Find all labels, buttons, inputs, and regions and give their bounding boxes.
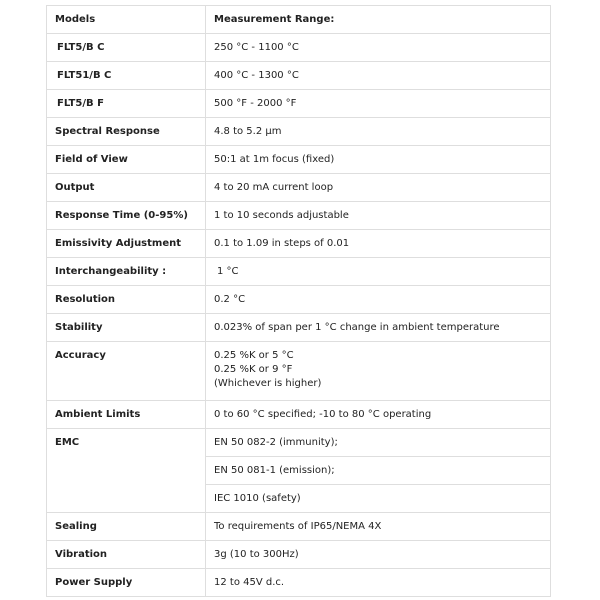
spec-label: Spectral Response (47, 118, 206, 146)
spec-label: Field of View (47, 146, 206, 174)
spec-label: Stability (47, 314, 206, 342)
spec-value: 3g (10 to 300Hz) (206, 541, 551, 569)
spec-label: Sealing (47, 513, 206, 541)
spec-value: 1 to 10 seconds adjustable (206, 202, 551, 230)
table-row (47, 286, 551, 314)
table-row (47, 146, 551, 174)
measurement-range-header: Measurement Range: (206, 6, 551, 34)
table-row (47, 342, 551, 401)
table-row (47, 258, 551, 286)
table-row (47, 314, 551, 342)
spec-value: To requirements of IP65/NEMA 4X (206, 513, 551, 541)
table-row (47, 513, 551, 541)
spec-label: Output (47, 174, 206, 202)
table-row (47, 541, 551, 569)
spec-label: Accuracy (47, 342, 206, 401)
spec-value: 0.1 to 1.09 in steps of 0.01 (206, 230, 551, 258)
table-row (47, 62, 551, 90)
emc-value: IEC 1010 (safety) (206, 485, 551, 513)
spec-label: Vibration (47, 541, 206, 569)
table-row (47, 90, 551, 118)
spec-label: Response Time (0-95%) (47, 202, 206, 230)
table-row (47, 569, 551, 597)
emc-value: EN 50 081-1 (emission); (206, 457, 551, 485)
table-row (47, 230, 551, 258)
model-name: FLT5/B C (47, 34, 206, 62)
model-range: 400 °C - 1300 °C (206, 62, 551, 90)
model-range: 250 °C - 1100 °C (206, 34, 551, 62)
spec-value: 50:1 at 1m focus (fixed) (206, 146, 551, 174)
spec-label: Emissivity Adjustment (47, 230, 206, 258)
accuracy-value (206, 342, 551, 401)
table-row (47, 429, 551, 457)
spec-value: 12 to 45V d.c. (206, 569, 551, 597)
spec-value: 0.023% of span per 1 °C change in ambient temperature (206, 314, 551, 342)
accuracy-line: (Whichever is higher) (214, 378, 322, 389)
accuracy-line: 0.25 %K or 5 °C (214, 350, 294, 361)
emc-value: EN 50 082-2 (immunity); (206, 429, 551, 457)
model-range: 500 °F - 2000 °F (206, 90, 551, 118)
table-row (47, 174, 551, 202)
spec-label: EMC (47, 429, 206, 513)
model-name: FLT51/B C (47, 62, 206, 90)
models-header: Models (47, 6, 206, 34)
spec-label: Interchangeability : (47, 258, 206, 286)
table-row (47, 401, 551, 429)
table-row (47, 34, 551, 62)
spec-label: Power Supply (47, 569, 206, 597)
spec-value: 0 to 60 °C specified; -10 to 80 °C operating (206, 401, 551, 429)
model-name: FLT5/B F (47, 90, 206, 118)
table-row (47, 118, 551, 146)
table-row (47, 202, 551, 230)
spec-label: Resolution (47, 286, 206, 314)
spec-value: 4.8 to 5.2 μm (206, 118, 551, 146)
table-row (47, 6, 551, 34)
specifications-table (46, 5, 551, 597)
accuracy-line: 0.25 %K or 9 °F (214, 364, 293, 375)
spec-label: Ambient Limits (47, 401, 206, 429)
spec-value: 4 to 20 mA current loop (206, 174, 551, 202)
spec-value: 0.2 °C (206, 286, 551, 314)
spec-value: 1 °C (206, 258, 551, 286)
